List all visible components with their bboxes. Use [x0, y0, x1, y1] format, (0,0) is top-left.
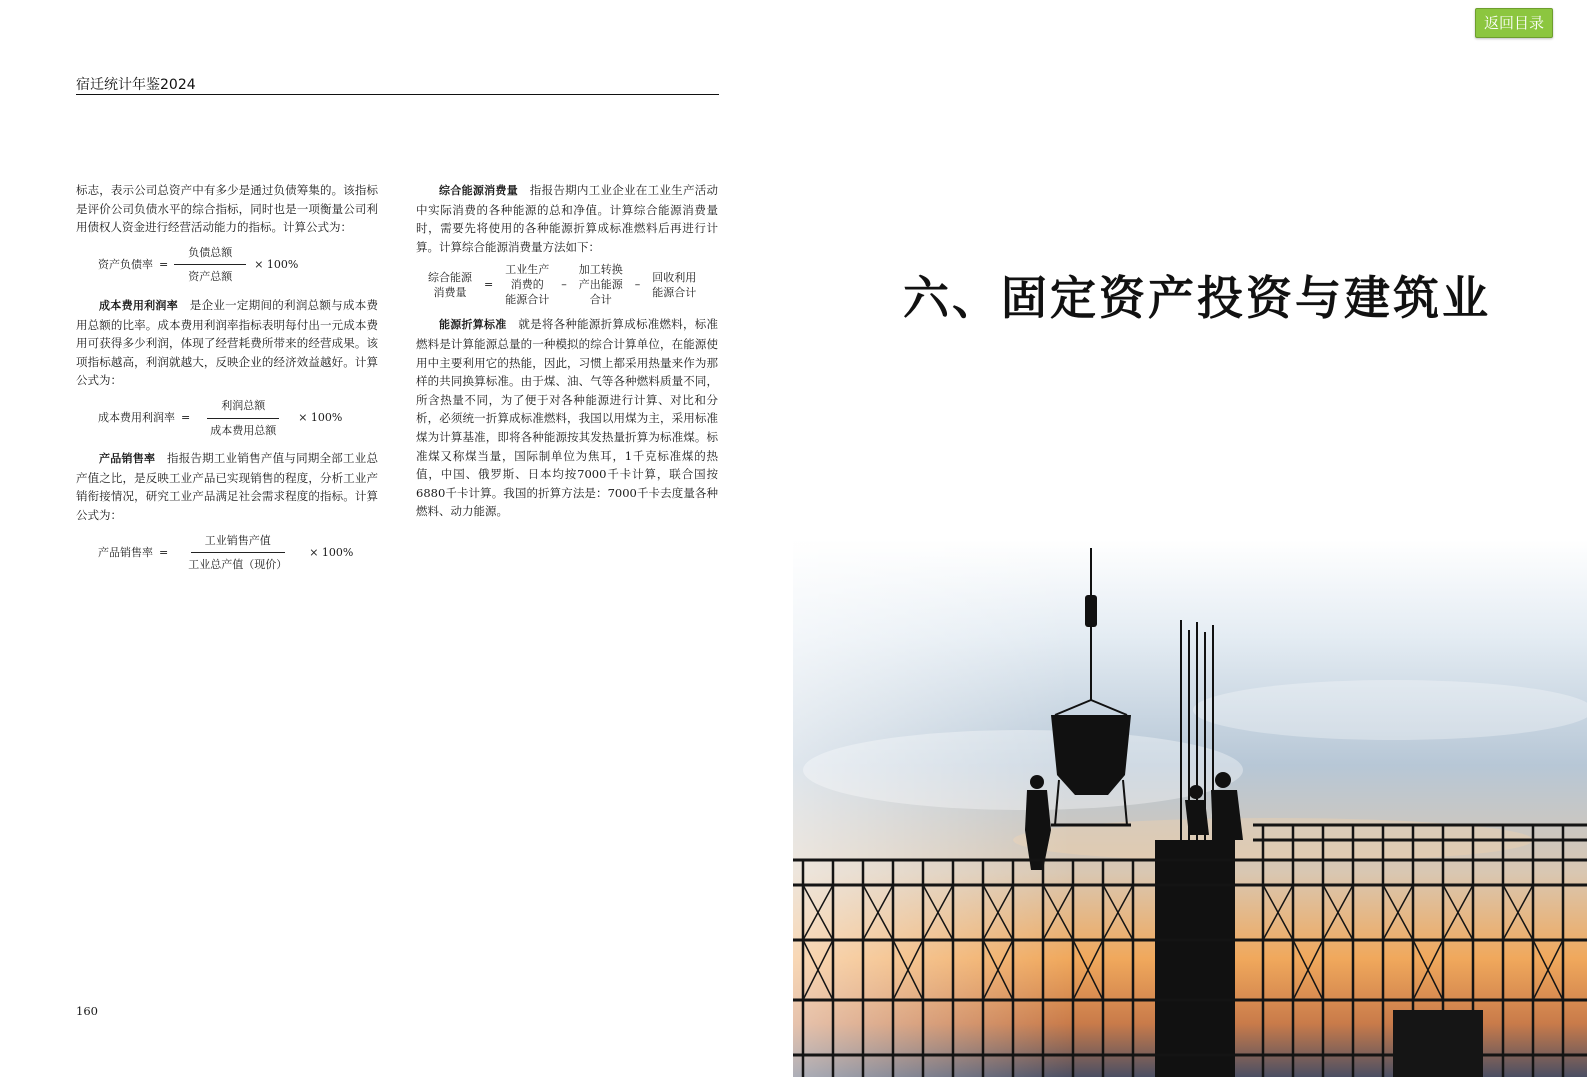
formula-lhs: 综合能源 消费量 [428, 270, 472, 299]
construction-silhouette-image [793, 540, 1587, 1077]
denominator: 资产总额 [188, 270, 233, 284]
formula-multiplier: × 100% [309, 545, 354, 559]
formula-equals: = [181, 411, 191, 425]
term-heading: 综合能源消费量 [439, 184, 518, 197]
formula-label: 成本费用利润率 [98, 411, 175, 425]
formula-debt-ratio [98, 244, 378, 287]
term-heading: 能源折算标准 [439, 318, 507, 332]
term-heading: 产品销售率 [99, 452, 156, 466]
paragraph [76, 449, 378, 524]
middle-column [416, 181, 718, 521]
formula-multiplier: × 100% [254, 258, 299, 272]
numerator: 负债总额 [174, 244, 246, 266]
fraction [174, 532, 301, 575]
denominator: 工业总产值（现价） [188, 558, 288, 572]
formula-multiplier: × 100% [298, 411, 343, 425]
paragraph [416, 315, 718, 521]
term-text: 指报告期工业销售产值与同期全部工业总产值之比，是反映工业产品已实现销售的程度，分析工业产销衔接情况，研究工业产品满足社会需求程度的指标。计算公式为： [76, 451, 379, 522]
left-column [76, 181, 378, 584]
numerator: 利润总额 [207, 397, 279, 419]
formula-cost-profit-ratio [98, 397, 378, 440]
paragraph [416, 181, 718, 256]
formula-term: 工业生产 消费的 能源合计 [505, 263, 550, 307]
term-text: 就是将各种能源折算成标准燃料，标准燃料是计算能源总量的一种模拟的综合计算单位，在能源使用中主要利用它的热能，因此，习惯上都采用热量来作为那样的共同换算标准。由于煤、油、气等各种燃料质量不同，所含热量不同，为了便于对各种能源进行计算、对比和分析，必须统一折算成标准燃料，我国以用煤为主，采用标准煤为计算基准，即将各种能源按其发热量折算为标准煤。标准煤又称煤当量，国际制单位为焦耳，1千克标准煤的热值，中国、俄罗斯、日本均按7000千卡计算，联合国按6880千卡计算。我国的折算方法是：7000千卡去度量各种燃料、动力能源。 [416, 317, 719, 519]
fraction [196, 397, 290, 440]
construction-photo [793, 540, 1587, 1077]
formula-label: 资产负债率 [98, 258, 153, 272]
page-number: 160 [76, 1004, 98, 1018]
formula-energy-consumption [428, 262, 718, 307]
term-text: 是企业一定期间的利润总额与成本费用总额的比率。成本费用利润率指标表明每付出一元成本费用可获得多少利润，体现了经营耗费所带来的经营成果。该项指标越高，利润就越大，反映企业的经济效益越好。计算公式为： [76, 297, 379, 388]
denominator: 成本费用总额 [210, 423, 277, 437]
formula-label: 产品销售率 [98, 545, 153, 559]
numerator: 工业销售产值 [191, 532, 285, 554]
paragraph: 标志，表示公司总资产中有多少是通过负债筹集的。该指标是评价公司负债水平的综合指标，同时也是一项衡量公司利用债权人资金进行经营活动能力的指标。计算公式为： [76, 183, 378, 235]
formula-minus: – [634, 278, 641, 292]
paragraph [76, 296, 378, 390]
header-rule [76, 94, 719, 95]
formula-equals: = [159, 545, 169, 559]
formula-minus: – [561, 278, 567, 292]
formula-term: 回收利用 能源合计 [652, 270, 697, 299]
chapter-title: 六、固定资产投资与建筑业 [903, 271, 1491, 325]
running-header: 宿迁统计年鉴2024 [76, 77, 196, 93]
term-text: 指报告期内工业企业在工业生产活动中实际消费的各种能源的总和净值。计算综合能源消费量时，需要先将使用的各种能源折算成标准燃料后再进行计算。计算综合能源消费量方法如下： [416, 183, 719, 254]
formula-term: 加工转换 产出能源 合计 [578, 263, 623, 307]
term-heading: 成本费用利润率 [99, 298, 178, 312]
formula-equals: = [159, 258, 169, 272]
formula-equals: = [484, 278, 494, 292]
formula-sales-ratio [98, 532, 378, 575]
back-to-contents-button[interactable]: 返回目录 [1475, 8, 1553, 38]
fraction [174, 244, 246, 287]
